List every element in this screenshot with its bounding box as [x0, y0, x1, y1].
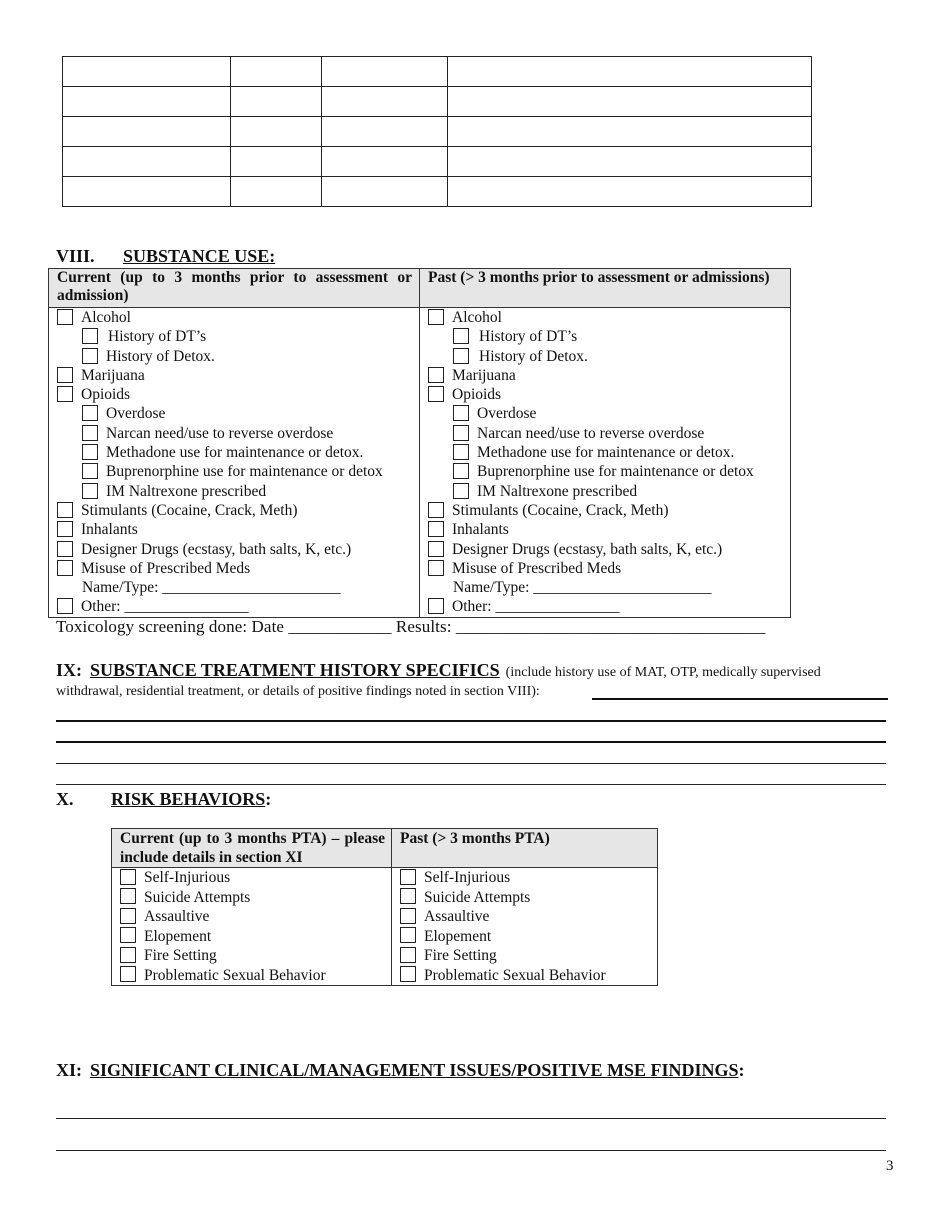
checkbox-label: Misuse of Prescribed Meds	[452, 559, 622, 577]
checkbox-label: Problematic Sexual Behavior	[424, 966, 606, 984]
checkbox-item-stimulants[interactable]	[420, 501, 790, 520]
checkbox-label: Overdose	[106, 405, 166, 423]
checkbox-label: Methadone use for maintenance or detox.	[106, 444, 364, 462]
answer-line[interactable]	[592, 698, 888, 700]
checkbox-item-suicide-attempts[interactable]	[112, 888, 391, 908]
checkbox-label: Suicide Attempts	[144, 888, 251, 906]
checkbox[interactable]	[400, 888, 416, 904]
checkbox-item-marijuana[interactable]	[420, 366, 790, 385]
checkbox-item-elopement[interactable]	[112, 927, 391, 947]
checkbox-item-misuse-meds[interactable]	[49, 559, 419, 578]
checkbox[interactable]	[428, 521, 444, 537]
checkbox-item-self-injurious[interactable]	[392, 868, 657, 888]
checkbox[interactable]	[57, 598, 73, 614]
checkbox-item-history-dts[interactable]	[49, 327, 419, 346]
checkbox-label: Fire Setting	[424, 947, 497, 964]
table-cell[interactable]	[448, 57, 812, 87]
checkbox-item-inhalants[interactable]	[49, 520, 419, 539]
checkbox-label: Opioids	[81, 386, 131, 404]
current-substance-list	[49, 308, 420, 618]
checkbox[interactable]	[428, 367, 444, 383]
table-cell[interactable]	[231, 147, 322, 177]
checkbox[interactable]	[428, 386, 444, 402]
answer-line[interactable]	[56, 1150, 886, 1151]
checkbox[interactable]	[428, 541, 444, 557]
checkbox[interactable]	[57, 502, 73, 518]
checkbox-item-sexual-behavior[interactable]	[392, 966, 657, 986]
table-cell[interactable]	[322, 177, 448, 207]
checkbox-label: History of DT’s	[108, 328, 207, 346]
checkbox-item-other[interactable]	[49, 597, 419, 616]
page-number: 3	[886, 1158, 894, 1174]
answer-line[interactable]	[56, 720, 886, 722]
name-type-field[interactable]: Name/Type: _______________________	[453, 579, 712, 597]
table-cell[interactable]	[322, 117, 448, 147]
checkbox-label: History of DT’s	[479, 328, 578, 346]
checkbox-label: History of Detox.	[479, 347, 588, 365]
checkbox-label: IM Naltrexone prescribed	[106, 482, 267, 500]
risk-behaviors-table	[111, 828, 658, 986]
table-header-row	[49, 269, 791, 308]
checkbox[interactable]	[120, 947, 136, 963]
checkbox[interactable]	[57, 386, 73, 402]
checkbox-label: Self-Injurious	[144, 869, 231, 886]
checkbox[interactable]	[82, 405, 98, 421]
checkbox-item-inhalants[interactable]	[420, 520, 790, 539]
checkbox[interactable]	[453, 405, 469, 421]
checkbox[interactable]	[453, 463, 469, 479]
checkbox[interactable]	[120, 908, 136, 924]
checkbox-item-history-dts[interactable]	[420, 327, 790, 346]
checkbox[interactable]	[120, 966, 136, 982]
section-title: SIGNIFICANT CLINICAL/MANAGEMENT ISSUES/POSITIVE MSE FINDINGS	[90, 1060, 739, 1080]
checkbox[interactable]	[82, 483, 98, 499]
checkbox-item-assaultive[interactable]	[392, 907, 657, 927]
blank-table	[62, 56, 812, 207]
current-column-header: Current (up to 3 months prior to assessment or admission)	[49, 269, 420, 308]
checkbox[interactable]	[57, 560, 73, 576]
table-cell[interactable]	[231, 177, 322, 207]
checkbox-item-methadone[interactable]	[49, 443, 419, 462]
checkbox-item-history-detox[interactable]	[420, 347, 790, 366]
table-cell[interactable]	[322, 147, 448, 177]
section-viii-heading	[56, 246, 275, 267]
checkbox-item-buprenorphine[interactable]	[420, 462, 790, 481]
table-cell[interactable]	[448, 117, 812, 147]
checkbox[interactable]	[453, 483, 469, 499]
checkbox[interactable]	[428, 502, 444, 518]
section-number: IX:	[56, 660, 82, 680]
checkbox[interactable]	[82, 348, 98, 364]
checkbox-label: Designer Drugs (ecstasy, bath salts, K, etc.)	[81, 540, 352, 558]
checkbox-label: Fire Setting	[144, 947, 217, 964]
answer-line[interactable]	[56, 741, 886, 743]
checkbox[interactable]	[57, 521, 73, 537]
checkbox[interactable]	[400, 966, 416, 982]
checkbox-item-methadone[interactable]	[420, 443, 790, 462]
section-x-heading	[56, 789, 271, 810]
checkbox-label: History of Detox.	[106, 347, 215, 365]
section-number: VIII.	[56, 246, 95, 266]
checkbox-label: Assaultive	[424, 908, 490, 925]
section-ix-heading	[56, 660, 821, 681]
checkbox-label: Buprenorphine use for maintenance or detox	[106, 463, 383, 481]
current-risk-list	[112, 868, 392, 986]
answer-line[interactable]	[56, 763, 886, 764]
past-risk-list	[392, 868, 658, 986]
checkbox-item-stimulants[interactable]	[49, 501, 419, 520]
table-cell[interactable]	[63, 87, 231, 117]
table-header-row	[112, 829, 658, 868]
section-colon: :	[265, 789, 272, 809]
section-title: SUBSTANCE USE:	[123, 246, 276, 266]
table-cell[interactable]	[322, 87, 448, 117]
checkbox-label: Alcohol	[81, 309, 131, 326]
checkbox[interactable]	[428, 598, 444, 614]
checkbox-item-self-injurious[interactable]	[112, 868, 391, 888]
checkbox-label: Methadone use for maintenance or detox.	[477, 444, 735, 462]
checkbox[interactable]	[453, 444, 469, 460]
checkbox-item-alcohol[interactable]	[420, 308, 790, 327]
checkbox-label: Stimulants (Cocaine, Crack, Meth)	[81, 501, 298, 519]
checkbox-label: Narcan need/use to reverse overdose	[106, 424, 334, 442]
checkbox-item-naltrexone[interactable]	[49, 482, 419, 501]
checkbox-item-designer-drugs[interactable]	[420, 540, 790, 559]
past-column-header: Past (> 3 months PTA)	[392, 829, 658, 868]
checkbox[interactable]	[428, 560, 444, 576]
checkbox[interactable]	[400, 869, 416, 885]
checkbox-label: Overdose	[477, 405, 537, 423]
checkbox-label: Other: ________________	[452, 598, 620, 616]
checkbox[interactable]	[120, 927, 136, 943]
current-column-header: Current (up to 3 months PTA) – please include details in section XI	[112, 829, 392, 868]
name-type-field[interactable]: Name/Type: _______________________	[82, 579, 341, 597]
checkbox-label: Misuse of Prescribed Meds	[81, 559, 251, 577]
checkbox-item-suicide-attempts[interactable]	[392, 888, 657, 908]
section-number: X.	[56, 789, 74, 809]
checkbox-label: Marijuana	[81, 366, 145, 384]
checkbox-item-designer-drugs[interactable]	[49, 540, 419, 559]
checkbox-label: Assaultive	[144, 908, 210, 925]
checkbox[interactable]	[82, 444, 98, 460]
checkbox[interactable]	[120, 869, 136, 885]
checkbox[interactable]	[400, 947, 416, 963]
checkbox-item-opioids[interactable]	[49, 385, 419, 404]
table-cell[interactable]	[448, 177, 812, 207]
checkbox-label: Problematic Sexual Behavior	[144, 966, 326, 984]
checkbox[interactable]	[400, 927, 416, 943]
checkbox-label: Inhalants	[81, 521, 138, 539]
section-title: RISK BEHAVIORS	[111, 789, 266, 809]
table-row	[63, 117, 812, 147]
toxicology-line[interactable]: Toxicology screening done: Date ____________ Results: ____________________________________	[56, 617, 766, 636]
checkbox[interactable]	[453, 425, 469, 441]
checkbox-item-overdose[interactable]	[420, 404, 790, 423]
section-xi-heading	[56, 1060, 744, 1081]
checkbox-item-marijuana[interactable]	[49, 366, 419, 385]
table-cell[interactable]	[231, 117, 322, 147]
answer-line[interactable]	[56, 784, 886, 785]
section-colon: :	[738, 1060, 745, 1080]
checkbox-item-history-detox[interactable]	[49, 347, 419, 366]
section-note: (include history use of MAT, OTP, medically supervised	[505, 665, 821, 680]
checkbox-label: Designer Drugs (ecstasy, bath salts, K, etc.)	[452, 540, 723, 558]
checkbox-label: Elopement	[144, 927, 212, 945]
checkbox-item-other[interactable]	[420, 597, 790, 616]
table-row	[63, 147, 812, 177]
checkbox[interactable]	[453, 328, 469, 344]
checkbox-label: Marijuana	[452, 366, 516, 384]
checkbox-item-assaultive[interactable]	[112, 907, 391, 927]
checkbox-label: Suicide Attempts	[424, 888, 531, 906]
table-cell[interactable]	[448, 87, 812, 117]
checkbox-item-narcan[interactable]	[420, 424, 790, 443]
checkbox-item-naltrexone[interactable]	[420, 482, 790, 501]
checkbox-item-narcan[interactable]	[49, 424, 419, 443]
table-cell[interactable]	[63, 147, 231, 177]
checkbox-label: Opioids	[452, 386, 502, 404]
checkbox-label: Narcan need/use to reverse overdose	[477, 424, 705, 442]
checkbox-label: Buprenorphine use for maintenance or detox	[477, 463, 754, 481]
checkbox[interactable]	[453, 348, 469, 364]
checkbox-item-opioids[interactable]	[420, 385, 790, 404]
checkbox[interactable]	[400, 908, 416, 924]
past-substance-list	[420, 308, 791, 618]
checkbox-label: Other: ________________	[81, 598, 249, 616]
table-cell[interactable]	[63, 177, 231, 207]
past-column-header: Past (> 3 months prior to assessment or admissions)	[420, 269, 791, 308]
checkbox[interactable]	[428, 309, 444, 325]
table-cell[interactable]	[231, 57, 322, 87]
checkbox-label: Alcohol	[452, 309, 502, 326]
checkbox-item-sexual-behavior[interactable]	[112, 966, 391, 986]
checkbox-label: IM Naltrexone prescribed	[477, 482, 638, 500]
table-row	[63, 57, 812, 87]
checkbox-item-fire-setting[interactable]	[112, 946, 391, 966]
substance-use-table	[48, 268, 791, 618]
checkbox[interactable]	[57, 541, 73, 557]
section-title: SUBSTANCE TREATMENT HISTORY SPECIFICS	[90, 660, 500, 680]
checkbox-label: Inhalants	[452, 521, 509, 539]
checkbox[interactable]	[82, 425, 98, 441]
checkbox[interactable]	[57, 309, 73, 325]
checkbox-label: Elopement	[424, 927, 492, 945]
table-row	[63, 177, 812, 207]
checkbox-item-misuse-meds[interactable]	[420, 559, 790, 578]
section-number: XI:	[56, 1060, 82, 1080]
table-cell[interactable]	[63, 57, 231, 87]
checkbox[interactable]	[120, 888, 136, 904]
section-ix-note-line: withdrawal, residential treatment, or details of positive findings noted in section VIII):	[56, 684, 540, 699]
checkbox-item-overdose[interactable]	[49, 404, 419, 423]
checkbox-label: Self-Injurious	[424, 869, 511, 886]
checkbox[interactable]	[57, 367, 73, 383]
checkbox-item-elopement[interactable]	[392, 927, 657, 947]
table-cell[interactable]	[63, 117, 231, 147]
table-cell[interactable]	[322, 57, 448, 87]
checkbox-item-buprenorphine[interactable]	[49, 462, 419, 481]
table-cell[interactable]	[231, 87, 322, 117]
table-row	[63, 87, 812, 117]
checkbox[interactable]	[82, 328, 98, 344]
checkbox[interactable]	[82, 463, 98, 479]
checkbox-label: Stimulants (Cocaine, Crack, Meth)	[452, 501, 669, 519]
checkbox-item-fire-setting[interactable]	[392, 946, 657, 966]
table-cell[interactable]	[448, 147, 812, 177]
checkbox-item-alcohol[interactable]	[49, 308, 419, 327]
answer-line[interactable]	[56, 1118, 886, 1119]
